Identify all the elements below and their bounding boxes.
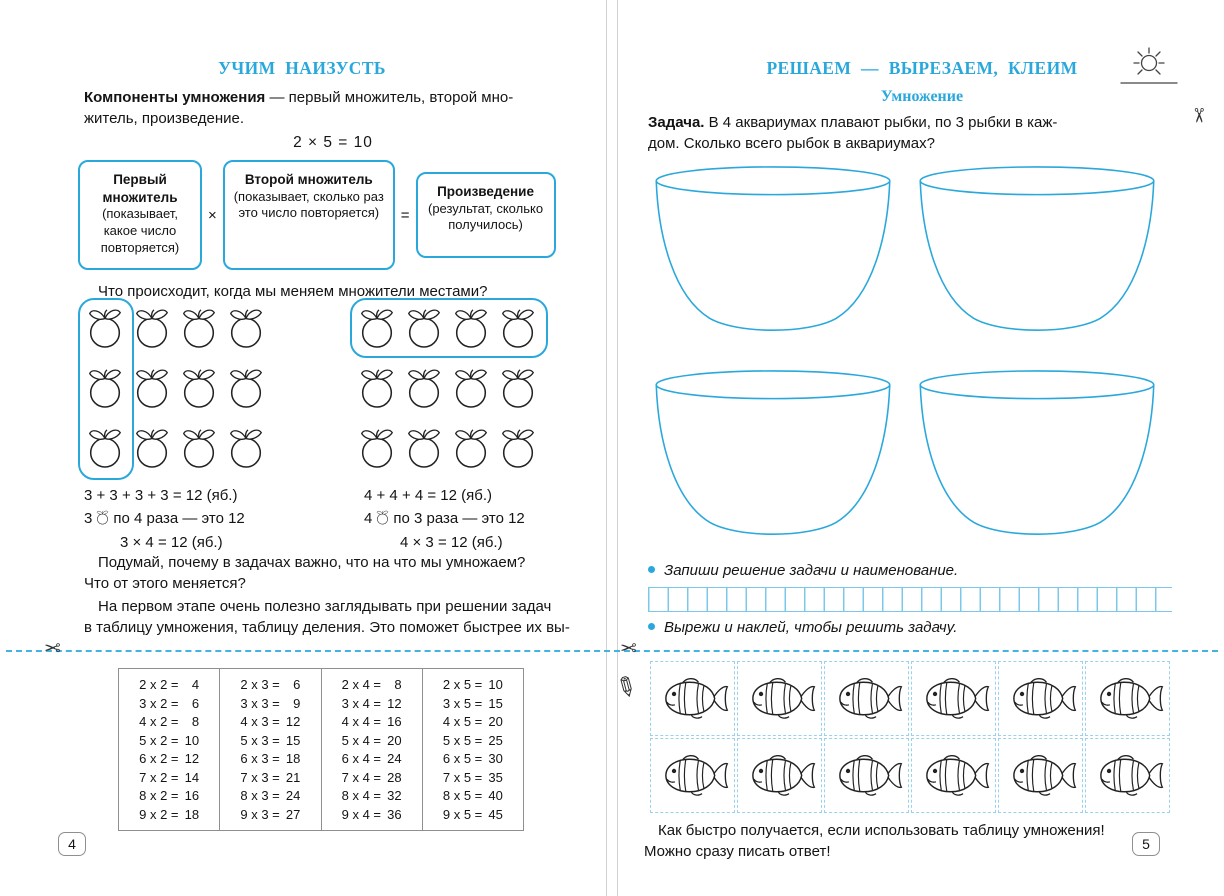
multiplication-fact: 3 x 2 = 6 [139,695,200,711]
fish-icon [1002,752,1080,799]
multiplication-fact: 7 x 4 = 28 [341,769,402,785]
page-number-right: 5 [1132,832,1160,856]
fish-cutout-cell [1085,661,1170,736]
fish-cutout-cell [998,661,1083,736]
page-fold-line [606,0,607,896]
multiplication-fact: 7 x 3 = 21 [240,769,301,785]
fish-cutouts [650,661,1170,815]
multiplication-fact: 8 x 5 = 40 [442,788,503,803]
task-text: В 4 аквариумах плавают рыбки, по 3 рыбки в каж- дом. Сколько всего рыбок в аквариумах? [648,114,1058,152]
page-number-left: 4 [58,832,86,856]
right-page [620,0,1224,896]
multiplication-fact: 2 x 5 = 10 [442,677,503,692]
apple-icon [225,425,267,469]
aquarium-bowl [646,364,900,552]
multiplication-table-column [220,669,321,830]
fish-icon [1089,675,1167,722]
multiplication-table-column [322,669,423,830]
multiplication-fact: 4 x 2 = 8 [139,714,200,729]
apple-icon [178,305,220,349]
times-operator: × [208,206,217,224]
section-subtitle: Умножение [880,88,964,105]
multiplication-fact: 4 x 3 = 12 [240,714,301,729]
row-highlight [350,298,548,358]
multiplication-table [118,668,524,831]
multiplication-fact: 9 x 5 = 45 [442,806,503,822]
apple-icon [403,365,445,409]
apple-icon [225,365,267,409]
answer-grid-strip [648,587,1172,612]
multiplication-fact: 6 x 2 = 12 [139,751,200,766]
fish-icon [1089,752,1167,799]
apple-icon [356,425,398,469]
sum-block-by-row [364,484,525,554]
task-paragraph [648,112,1174,154]
multiplication-components [78,160,586,270]
fish-cutout-cell [824,738,909,813]
fish-cutout-cell [824,661,909,736]
instruction-write [648,562,958,579]
instruction-text: Вырежи и наклей, чтобы решить задачу. [664,619,958,636]
multiplication-fact: 2 x 4 = 8 [341,677,402,692]
sum-block-by-column [84,484,245,554]
apple-icon [497,365,539,409]
instruction-text: Запиши решение задачи и наименование. [664,562,959,579]
multiplication-table-column [119,669,220,830]
think-paragraph: Подумай, почему в задачах важно, что на что мы умножаем? Что от этого меняется? [84,554,526,592]
component-title: Произведение [437,184,534,199]
count-number: 4 [364,510,373,528]
multiplication-fact: 2 x 3 = 6 [240,677,301,692]
multiplication-fact: 9 x 4 = 36 [341,806,402,822]
apple-icon [450,425,492,469]
apple-icon [403,425,445,469]
times-line [364,507,525,530]
apple-icon [178,365,220,409]
count-text: по 4 раза — это 12 [113,510,245,528]
multiplication-fact: 5 x 3 = 15 [240,732,301,748]
fish-row [650,661,1170,736]
apple-icon [375,509,390,525]
apple-icon [95,509,110,525]
aquarium-bowl [646,160,900,348]
aquarium-grid [646,160,1164,552]
apple-icon [131,365,173,409]
fish-icon [828,752,906,799]
multiplication-fact: 3 x 4 = 12 [341,695,402,711]
fish-icon [915,675,993,722]
fish-icon [1002,675,1080,722]
fish-icon [915,752,993,799]
apple-group-by-row [356,305,539,469]
component-desc: (результат, сколько получилось) [427,200,544,233]
multiplication-fact: 8 x 4 = 32 [341,788,402,803]
column-highlight [78,298,134,480]
multiplication-fact: 6 x 3 = 18 [240,751,301,766]
fish-cutout-cell [911,661,996,736]
fish-cutout-cell [737,738,822,813]
multiplication-fact: 7 x 2 = 14 [139,769,200,785]
page-fold-line [617,0,618,896]
equation-line: 4 × 3 = 12 (яб.) [400,533,503,551]
component-title: Второй множитель [244,172,373,187]
right-page-title: РЕШАЕМ — ВЫРЕЗАЕМ, КЛЕИМ [766,58,1078,78]
aquarium-bowl [910,160,1164,348]
left-page [0,0,604,896]
apple-icon [225,305,267,349]
fish-row [650,738,1170,813]
addition-line: 4 + 4 + 4 = 12 (яб.) [364,487,493,504]
multiplication-fact: 5 x 2 = 10 [139,732,200,748]
apple-icon [450,365,492,409]
fish-cutout-cell [737,661,822,736]
multiplication-fact: 8 x 3 = 24 [240,788,301,803]
multiplication-fact: 6 x 5 = 30 [442,751,503,766]
multiplication-fact: 9 x 2 = 18 [139,806,200,822]
multiplication-fact: 8 x 2 = 16 [139,788,200,803]
apple-icon [131,305,173,349]
equation-line: 3 × 4 = 12 (яб.) [120,533,223,551]
component-desc: (показывает, какое число повторяется) [100,206,180,255]
multiplication-fact: 5 x 5 = 25 [442,732,503,748]
fish-icon [654,752,732,799]
tip-paragraph: На первом этапе очень полезно заглядывать при решении задач в таблицу умножения, таблицу деления. Это поможет быстрее их вы- [84,598,570,636]
multiplication-fact: 4 x 5 = 20 [442,714,503,729]
fish-icon [654,675,732,722]
fish-cutout-cell [998,738,1083,813]
apple-icon [356,365,398,409]
intro-rest: — первый множитель, второй мно- житель, произведение. [84,89,514,127]
multiplication-fact: 2 x 2 = 4 [139,677,200,692]
sun-icon [1118,44,1180,86]
apple-icon [497,425,539,469]
fish-cutout-cell [1085,738,1170,813]
bullet-dot [648,566,655,573]
closing-paragraph: Как быстро получается, если использовать таблицу умножения! Можно сразу писать ответ! [644,822,1105,860]
times-line [84,507,245,530]
scissors-icon: ✂ [1186,107,1209,124]
multiplication-fact: 6 x 4 = 24 [341,751,402,766]
swap-question: Что происходит, когда мы меняем множители местами? [98,283,488,300]
multiplication-fact: 9 x 3 = 27 [240,806,301,822]
fish-cutout-cell [650,738,735,813]
multiplication-fact: 7 x 5 = 35 [442,769,503,785]
instruction-cut [648,619,957,636]
fish-icon [741,752,819,799]
task-label: Задача. [648,114,705,131]
scissors-icon: ✂ [620,638,637,660]
component-box-product [416,172,556,258]
component-desc: (показывает, сколько раз это число повторяется) [233,188,384,221]
intro-term: Компоненты умножения [84,89,266,106]
multiplication-fact: 3 x 3 = 9 [240,695,301,711]
component-title: Первый множитель [102,172,178,205]
component-box-second-multiplier [223,160,395,270]
apple-icon [131,425,173,469]
equals-operator: = [400,206,410,224]
intro-paragraph [84,88,582,129]
fish-icon [828,675,906,722]
fish-icon [741,675,819,722]
aquarium-bowl [910,364,1164,552]
addition-line: 3 + 3 + 3 + 3 = 12 (яб.) [84,487,238,504]
scissors-icon: ✂ [44,638,61,660]
pencil-icon: ✎ [609,668,644,706]
apple-icon [178,425,220,469]
multiplication-table-column [423,669,523,830]
apple-group-by-column [84,305,267,469]
multiplication-fact: 5 x 4 = 20 [341,732,402,748]
multiplication-fact: 3 x 5 = 15 [442,695,503,711]
left-page-title: УЧИМ НАИЗУСТЬ [218,58,386,78]
fish-cutout-cell [911,738,996,813]
fish-cutout-cell [650,661,735,736]
multiplication-fact: 4 x 4 = 16 [341,714,402,729]
component-box-first-multiplier [78,160,202,270]
count-number: 3 [84,510,93,528]
count-text: по 3 раза — это 12 [393,510,525,528]
bullet-dot [648,623,655,630]
example-formula: 2 × 5 = 10 [293,134,373,151]
